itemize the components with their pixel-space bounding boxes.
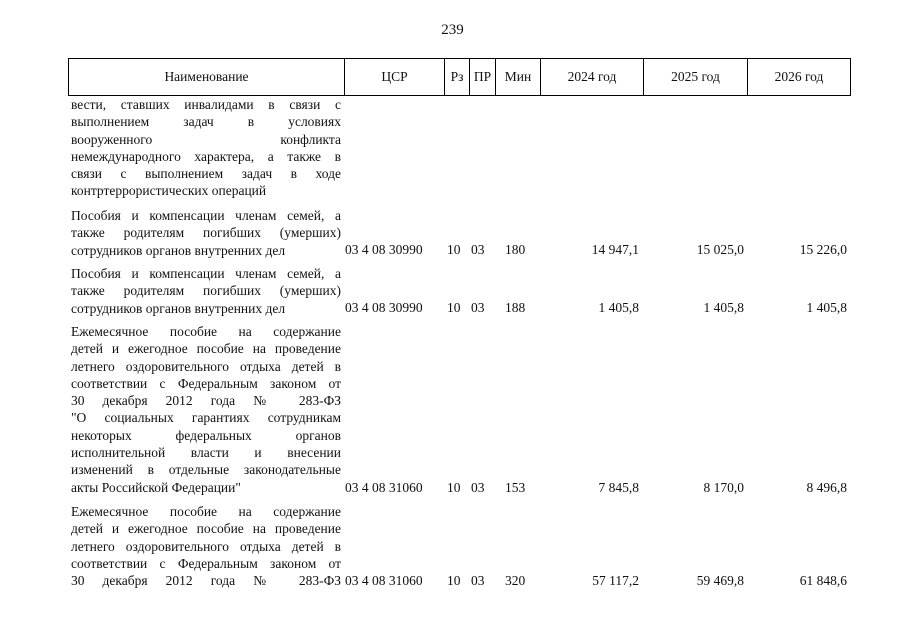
row-name-line: некоторых федеральных органов bbox=[71, 427, 341, 443]
row-value-2024: 14 947,1 bbox=[591, 242, 639, 257]
header-rz: Рз bbox=[445, 59, 470, 95]
row-csr: 03 4 08 30990 bbox=[345, 300, 423, 315]
row-value-2024: 57 117,2 bbox=[592, 573, 639, 588]
row-name-line: немеждународного характера, а также в bbox=[71, 148, 341, 164]
row-name-line: соответствии с Федеральным законом от bbox=[71, 375, 341, 391]
row-name-line: 30 декабря 2012 года № 283-ФЗ bbox=[71, 393, 341, 409]
row-value-2026: 1 405,8 bbox=[806, 300, 847, 315]
row-pr: 03 bbox=[471, 573, 485, 588]
row-name-line: изменений в отдельные законодательные bbox=[71, 462, 341, 478]
row-min: 320 bbox=[505, 573, 526, 588]
row-name-line: также родителям погибших (умерших) bbox=[71, 225, 341, 241]
row-name-line: Ежемесячное пособие на содержание bbox=[71, 324, 341, 339]
row-name-line: Пособия и компенсации членам семей, а bbox=[71, 208, 341, 223]
row-pr: 03 bbox=[471, 480, 485, 495]
header-csr: ЦСР bbox=[345, 59, 445, 95]
row-min: 188 bbox=[505, 300, 526, 315]
table-row bbox=[71, 96, 341, 200]
header-pr: ПР bbox=[470, 59, 496, 95]
row-name-line: сотрудников органов внутренних дел bbox=[71, 300, 286, 316]
table-row bbox=[71, 503, 341, 589]
table-row bbox=[71, 207, 341, 259]
row-value-2026: 61 848,6 bbox=[799, 573, 847, 588]
row-value-2024: 1 405,8 bbox=[598, 300, 639, 315]
row-name-line: летнего оздоровительного отдыха детей в bbox=[71, 538, 341, 554]
row-name-line: исполнительной власти и внесении bbox=[71, 445, 341, 461]
header-2025: 2025 год bbox=[644, 59, 748, 95]
row-value-2026: 8 496,8 bbox=[806, 480, 847, 495]
header-min: Мин bbox=[496, 59, 541, 95]
row-name-line: детей и ежегодное пособие на проведение bbox=[71, 341, 341, 357]
row-rz: 10 bbox=[447, 480, 461, 495]
row-rz: 10 bbox=[447, 300, 461, 315]
row-csr: 03 4 08 30990 bbox=[345, 242, 423, 257]
row-name-line: соответствии с Федеральным законом от bbox=[71, 555, 341, 571]
row-name-line: Пособия и компенсации членам семей, а bbox=[71, 266, 341, 281]
row-name-line: детей и ежегодное пособие на проведение bbox=[71, 521, 341, 537]
table-header bbox=[68, 58, 851, 96]
header-2026: 2026 год bbox=[774, 69, 824, 84]
row-name-line: связи с выполнением задач в ходе bbox=[71, 166, 341, 182]
row-name-line: выполнением задач в условиях bbox=[71, 114, 341, 130]
row-name-line: вести, ставших инвалидами в связи с bbox=[71, 97, 341, 112]
header-name: Наименование bbox=[69, 59, 345, 95]
row-value-2025: 1 405,8 bbox=[703, 300, 744, 315]
row-name-line: сотрудников органов внутренних дел bbox=[71, 242, 286, 258]
row-name-line: 30 декабря 2012 года № 283-ФЗ bbox=[71, 573, 341, 589]
row-name-line: летнего оздоровительного отдыха детей в bbox=[71, 358, 341, 374]
row-pr: 03 bbox=[471, 300, 485, 315]
table-row bbox=[71, 265, 341, 317]
row-name-line: также родителям погибших (умерших) bbox=[71, 283, 341, 299]
row-csr: 03 4 08 31060 bbox=[345, 480, 423, 495]
row-value-2025: 8 170,0 bbox=[703, 480, 744, 495]
row-value-2024: 7 845,8 bbox=[598, 480, 639, 495]
row-value-2025: 15 025,0 bbox=[696, 242, 744, 257]
page-number: 239 bbox=[441, 22, 464, 38]
row-pr: 03 bbox=[471, 242, 485, 257]
row-name-line: акты Российской Федерации" bbox=[71, 479, 241, 495]
row-rz: 10 bbox=[447, 242, 461, 257]
row-name-line: контртеррористических операций bbox=[71, 183, 267, 199]
table-row bbox=[71, 323, 341, 496]
row-name-line: вооруженного конфликта bbox=[71, 131, 341, 147]
row-value-2026: 15 226,0 bbox=[799, 242, 847, 257]
row-value-2025: 59 469,8 bbox=[696, 573, 744, 588]
row-csr: 03 4 08 31060 bbox=[345, 573, 423, 588]
row-min: 153 bbox=[505, 480, 526, 495]
row-name-line: "О социальных гарантиях сотрудникам bbox=[71, 410, 341, 426]
row-name-line: Ежемесячное пособие на содержание bbox=[71, 504, 341, 519]
row-rz: 10 bbox=[447, 573, 461, 588]
header-2024: 2024 год bbox=[541, 59, 644, 95]
row-min: 180 bbox=[505, 242, 526, 257]
